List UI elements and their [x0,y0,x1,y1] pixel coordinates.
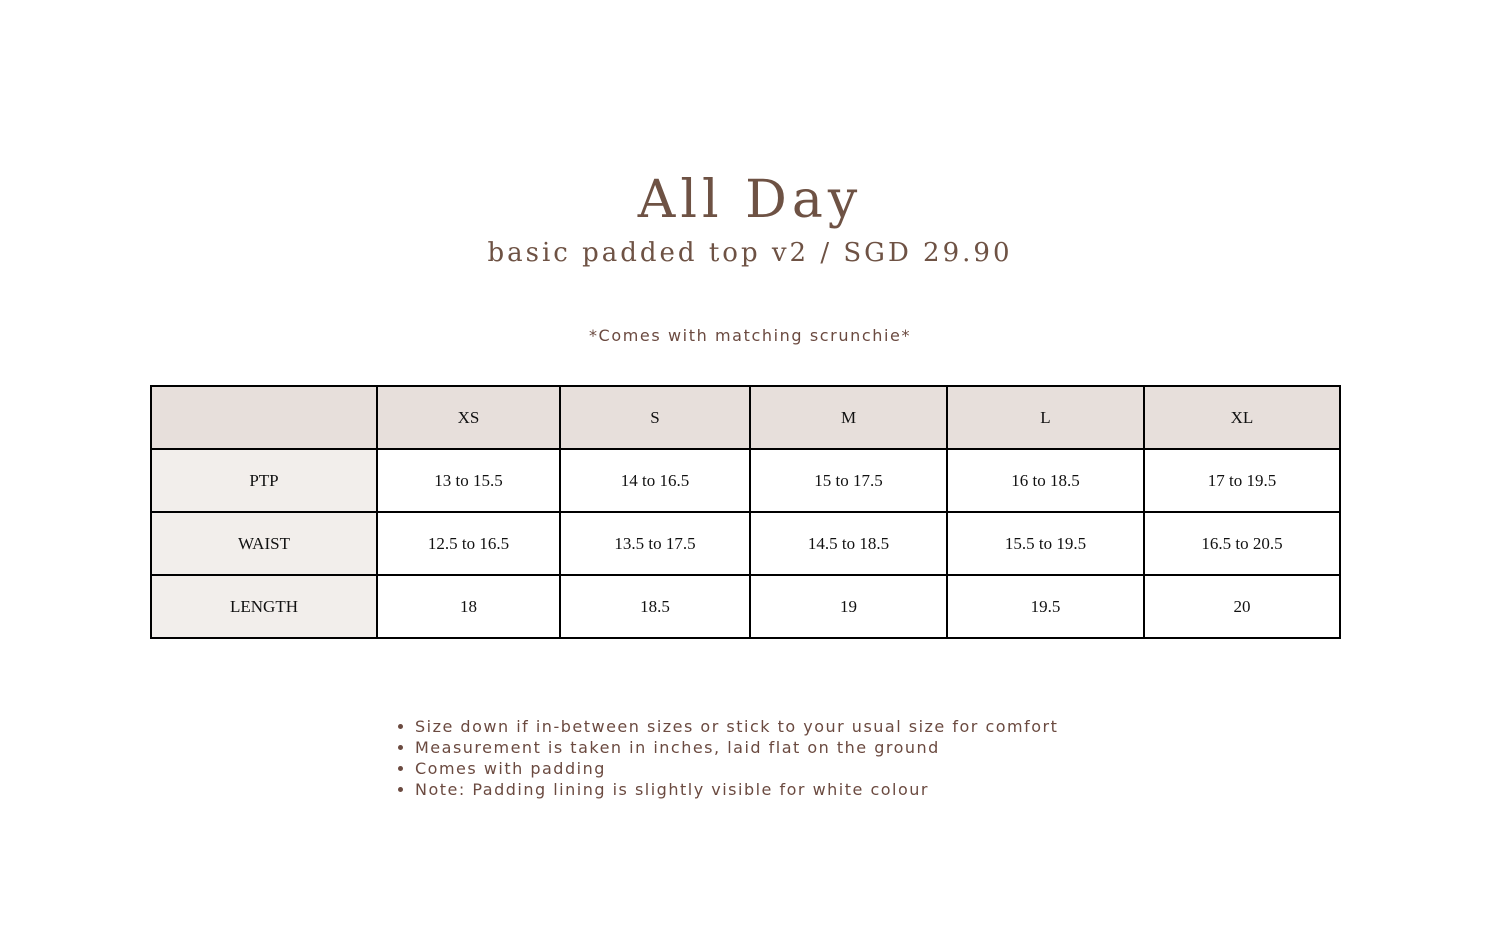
size-header-xs: XS [377,386,560,449]
table-cell: 14 to 16.5 [560,449,750,512]
table-row [151,512,1340,575]
table-cell: 13.5 to 17.5 [560,512,750,575]
table-cell: 20 [1144,575,1340,638]
row-label-waist: WAIST [151,512,377,575]
product-subtitle: basic padded top v2 / SGD 29.90 [487,238,1013,268]
tip-text: Measurement is taken in inches, laid flat on the ground [415,738,940,757]
sizing-tips-list [415,716,1058,800]
table-cell: 18 [377,575,560,638]
table-cell: 15 to 17.5 [750,449,947,512]
scrunchie-note: *Comes with matching scrunchie* [588,326,912,345]
tip-text: Size down if in-between sizes or stick to your usual size for comfort [415,717,1059,736]
tip-text: Note: Padding lining is slightly visible for white colour [415,780,929,799]
bullet-icon [398,766,403,771]
size-header-m: M [750,386,947,449]
table-cell: 16 to 18.5 [947,449,1144,512]
row-label-ptp: PTP [151,449,377,512]
size-header-s: S [560,386,750,449]
tip-text: Comes with padding [415,759,606,778]
table-row [151,575,1340,638]
list-item [415,779,1058,800]
table-cell: 13 to 15.5 [377,449,560,512]
list-item [415,737,1058,758]
bullet-icon [398,724,403,729]
table-cell: 12.5 to 16.5 [377,512,560,575]
list-item [415,716,1058,737]
brand-title: All Day [637,170,863,230]
bullet-icon [398,787,403,792]
table-cell: 16.5 to 20.5 [1144,512,1340,575]
corner-cell [151,386,377,449]
list-item [415,758,1058,779]
table-cell: 17 to 19.5 [1144,449,1340,512]
row-label-length: LENGTH [151,575,377,638]
table-cell: 18.5 [560,575,750,638]
size-header-xl: XL [1144,386,1340,449]
table-cell: 14.5 to 18.5 [750,512,947,575]
table-cell: 19.5 [947,575,1144,638]
table-cell: 15.5 to 19.5 [947,512,1144,575]
table-row [151,449,1340,512]
size-chart-table [150,385,1341,639]
table-cell: 19 [750,575,947,638]
size-header-row [151,386,1340,449]
bullet-icon [398,745,403,750]
size-header-l: L [947,386,1144,449]
